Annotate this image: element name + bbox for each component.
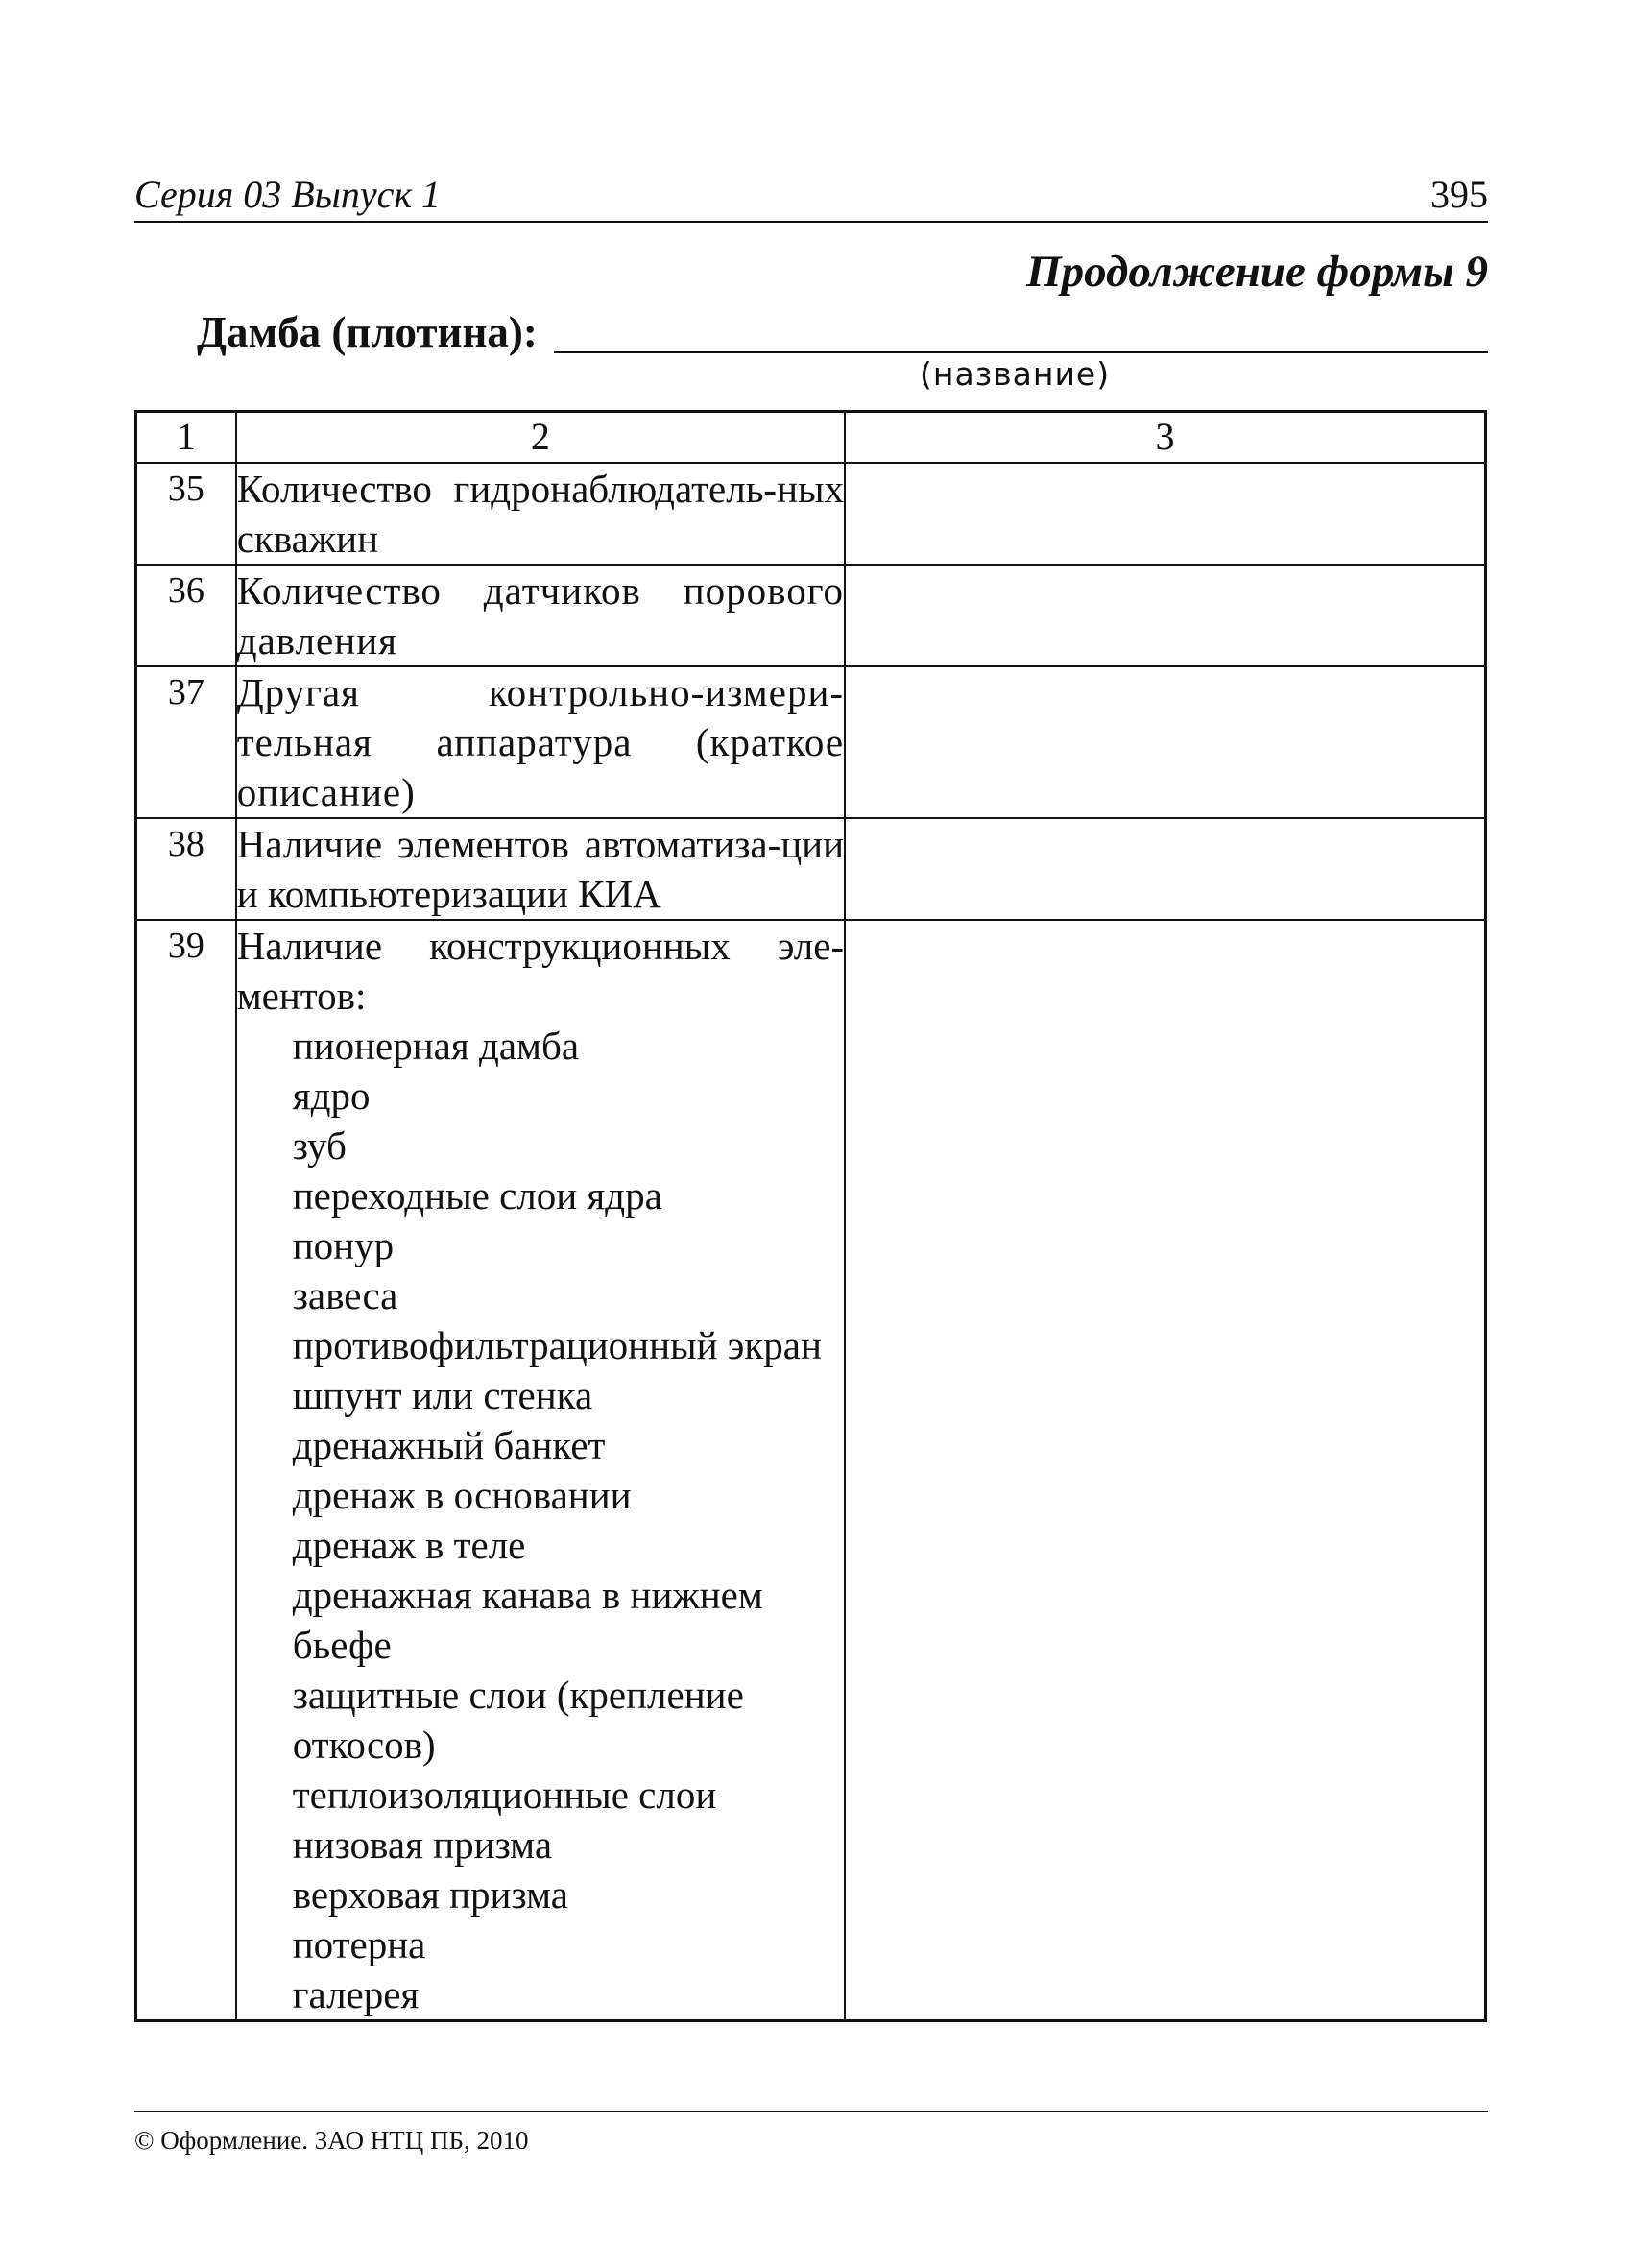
table-header-row [136,412,1486,464]
element-item: дренаж в теле [292,1523,526,1567]
element-item: потерна [292,1922,426,1966]
element-item: дренаж в основании [292,1473,632,1517]
row-description-list [236,920,845,2021]
row-number: 35 [136,463,236,565]
dam-name-line [197,307,1488,357]
row-number: 38 [136,818,236,920]
element-item: пионерная дамба [292,1024,580,1068]
element-item: понур [292,1223,395,1267]
row-number: 36 [136,565,236,666]
row-number: 37 [136,666,236,818]
form-continuation-title: Продолжение формы 9 [1026,247,1488,297]
element-item: защитные слои (крепление откосов) [292,1673,744,1767]
row-number: 39 [136,920,236,2021]
row-value-cell[interactable] [845,920,1485,2021]
footer-rule [134,2111,1488,2112]
form-table [134,410,1487,2022]
element-item: теплоизоляционные слои [292,1773,717,1817]
row-description: Другая контрольно-измери-тельная аппаратура (краткое описание) [236,666,845,818]
element-item: верховая призма [292,1872,568,1917]
row-description: Наличие элементов автоматиза-ции и компьютеризации КИА [236,818,845,920]
element-item: завеса [292,1273,398,1317]
element-item: дренажная канава в нижнем бьефе [292,1573,763,1667]
row-value-cell[interactable] [845,666,1485,818]
element-item: шпунт или стенка [292,1373,593,1417]
table-row [136,565,1486,666]
row-description: Количество датчиков порового давления [236,565,845,666]
copyright: © Оформление. ЗАО НТЦ ПБ, 2010 [134,2126,529,2155]
dam-name-blank [554,351,1488,353]
column-header: 3 [845,412,1485,464]
row-value-cell[interactable] [845,818,1485,920]
dam-name-hint: (название) [920,355,1111,393]
row-description: Наличие конструкционных эле-ментов: [236,924,845,1018]
element-item: ядро [292,1074,371,1118]
row-value-cell[interactable] [845,565,1485,666]
element-item: галерея [292,1972,420,2016]
row-description: Количество гидронаблюдатель-ных скважин [236,463,845,565]
row-value-cell[interactable] [845,463,1485,565]
page-number: 395 [1430,173,1488,216]
table-row [136,463,1486,565]
page-header [134,171,1488,223]
element-item: дренажный банкет [292,1423,606,1467]
table-row [136,818,1486,920]
column-header: 1 [136,412,236,464]
element-item: переходные слои ядра [292,1173,662,1218]
table-row [136,920,1486,2021]
element-item: противофильтрационный экран [292,1323,822,1367]
dam-label: Дамба (плотина): [197,308,538,356]
series-issue: Серия 03 Выпуск 1 [134,173,442,216]
column-header: 2 [236,412,845,464]
table-row [136,666,1486,818]
element-item: низовая призма [292,1822,553,1867]
element-item: зуб [292,1123,347,1168]
